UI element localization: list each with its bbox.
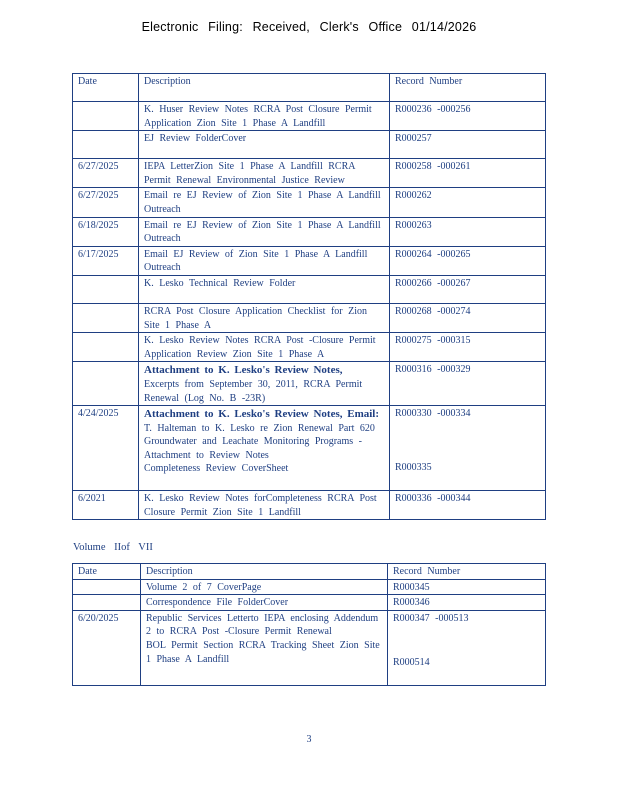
table-row (73, 595, 546, 611)
records-table-volume-1 (72, 73, 546, 520)
row-record: R000330 -000334 (395, 408, 471, 420)
column-header-description: Description (139, 74, 390, 102)
row-record: R000345 (388, 579, 546, 595)
row-description: Volume 2 of 7 CoverPage (141, 579, 388, 595)
row-description-cell (141, 610, 388, 685)
column-header-date: Date (73, 564, 141, 580)
row-description-cell (139, 362, 390, 406)
table-row (73, 362, 546, 406)
table-row (73, 159, 546, 188)
attachment-heading: Attachment to K. Lesko's Review Notes, (144, 364, 343, 377)
column-header-description: Description (141, 564, 388, 580)
row-description: EJ Review FolderCover (139, 131, 390, 159)
table-header-row (73, 74, 546, 102)
row-description-cell (139, 406, 390, 491)
row-record: R000262 (390, 188, 546, 217)
page-number: 3 (306, 734, 312, 745)
row-date: 6/20/2025 (73, 610, 141, 685)
row-description-secondary: Completeness Review CoverSheet (144, 463, 289, 475)
row-date (73, 303, 139, 332)
row-description: IEPA LetterZion Site 1 Phase A Landfill RCRA Permit Renewal Environmental Justice Review (139, 159, 390, 188)
records-table-volume-2 (72, 563, 546, 686)
table-header-row (73, 564, 546, 580)
column-header-record-number: Record Number (390, 74, 546, 102)
row-record: R000263 (390, 217, 546, 246)
row-record: R000258 -000261 (390, 159, 546, 188)
table-row (73, 217, 546, 246)
table-row (73, 303, 546, 332)
volume-label: Volume IIof VII (73, 542, 153, 553)
row-record: R000257 (390, 131, 546, 159)
row-date (73, 131, 139, 159)
table-row (73, 406, 546, 491)
row-record: R000264 -000265 (390, 246, 546, 275)
table-row (73, 491, 546, 520)
row-date: 6/17/2025 (73, 246, 139, 275)
row-date (73, 595, 141, 611)
row-description: K. Huser Review Notes RCRA Post Closure Permit Application Zion Site 1 Phase A Landfill (139, 102, 390, 131)
row-date (73, 333, 139, 362)
row-description: K. Lesko Technical Review Folder (139, 275, 390, 303)
table-row (73, 275, 546, 303)
row-record: R000268 -000274 (390, 303, 546, 332)
row-record: R000236 -000256 (390, 102, 546, 131)
row-record: R000346 (388, 595, 546, 611)
row-date: 6/27/2025 (73, 188, 139, 217)
table-row (73, 131, 546, 159)
row-date (73, 275, 139, 303)
row-record-secondary: R000514 (393, 657, 430, 669)
row-description: T. Halteman to K. Lesko re Zion Renewal Part 620 Groundwater and Leachate Monitoring Programs - Attachment to Review Notes (144, 422, 375, 461)
table-row (73, 610, 546, 685)
row-date (73, 102, 139, 131)
row-date (73, 362, 139, 406)
attachment-heading: Attachment to K. Lesko's Review Notes, Email: (144, 408, 380, 421)
row-record: R000275 -000315 (390, 333, 546, 362)
table-row (73, 102, 546, 131)
row-date: 6/2021 (73, 491, 139, 520)
row-description: Email EJ Review of Zion Site 1 Phase A Landfill Outreach (139, 246, 390, 275)
row-description: Email re EJ Review of Zion Site 1 Phase A Landfill Outreach (139, 217, 390, 246)
table-row (73, 246, 546, 275)
electronic-filing-header: Electronic Filing: Received, Clerk's Office 01/14/2026 (141, 20, 477, 34)
column-header-record-number: Record Number (388, 564, 546, 580)
row-record-cell (390, 406, 546, 491)
row-description: Email re EJ Review of Zion Site 1 Phase A Landfill Outreach (139, 188, 390, 217)
row-description-secondary: BOL Permit Section RCRA Tracking Sheet Zion Site 1 Phase A Landfill (146, 639, 380, 665)
table-row (73, 188, 546, 217)
row-description: Republic Services Letterto IEPA enclosing Addendum 2 to RCRA Post -Closure Permit Renewal (146, 612, 379, 638)
row-description: K. Lesko Review Notes forCompleteness RCRA Post Closure Permit Zion Site 1 Landfill (139, 491, 390, 520)
row-record: R000336 -000344 (390, 491, 546, 520)
column-header-date: Date (73, 74, 139, 102)
row-date: 6/27/2025 (73, 159, 139, 188)
row-record: R000266 -000267 (390, 275, 546, 303)
row-record: R000347 -000513 (393, 612, 469, 624)
row-date: 4/24/2025 (73, 406, 139, 491)
row-description: RCRA Post Closure Application Checklist for Zion Site 1 Phase A (139, 303, 390, 332)
table-row (73, 333, 546, 362)
row-record: R000316 -000329 (390, 362, 546, 406)
row-description: Correspondence File FolderCover (141, 595, 388, 611)
row-description: K. Lesko Review Notes RCRA Post -Closure Permit Application Review Zion Site 1 Phase A (139, 333, 390, 362)
row-record-secondary: R000335 (395, 461, 432, 473)
row-date (73, 579, 141, 595)
table-row (73, 579, 546, 595)
row-record-cell (388, 610, 546, 685)
row-description: Excerpts from September 30, 2011, RCRA Permit Renewal (Log No. B -23R) (144, 378, 363, 404)
row-date: 6/18/2025 (73, 217, 139, 246)
